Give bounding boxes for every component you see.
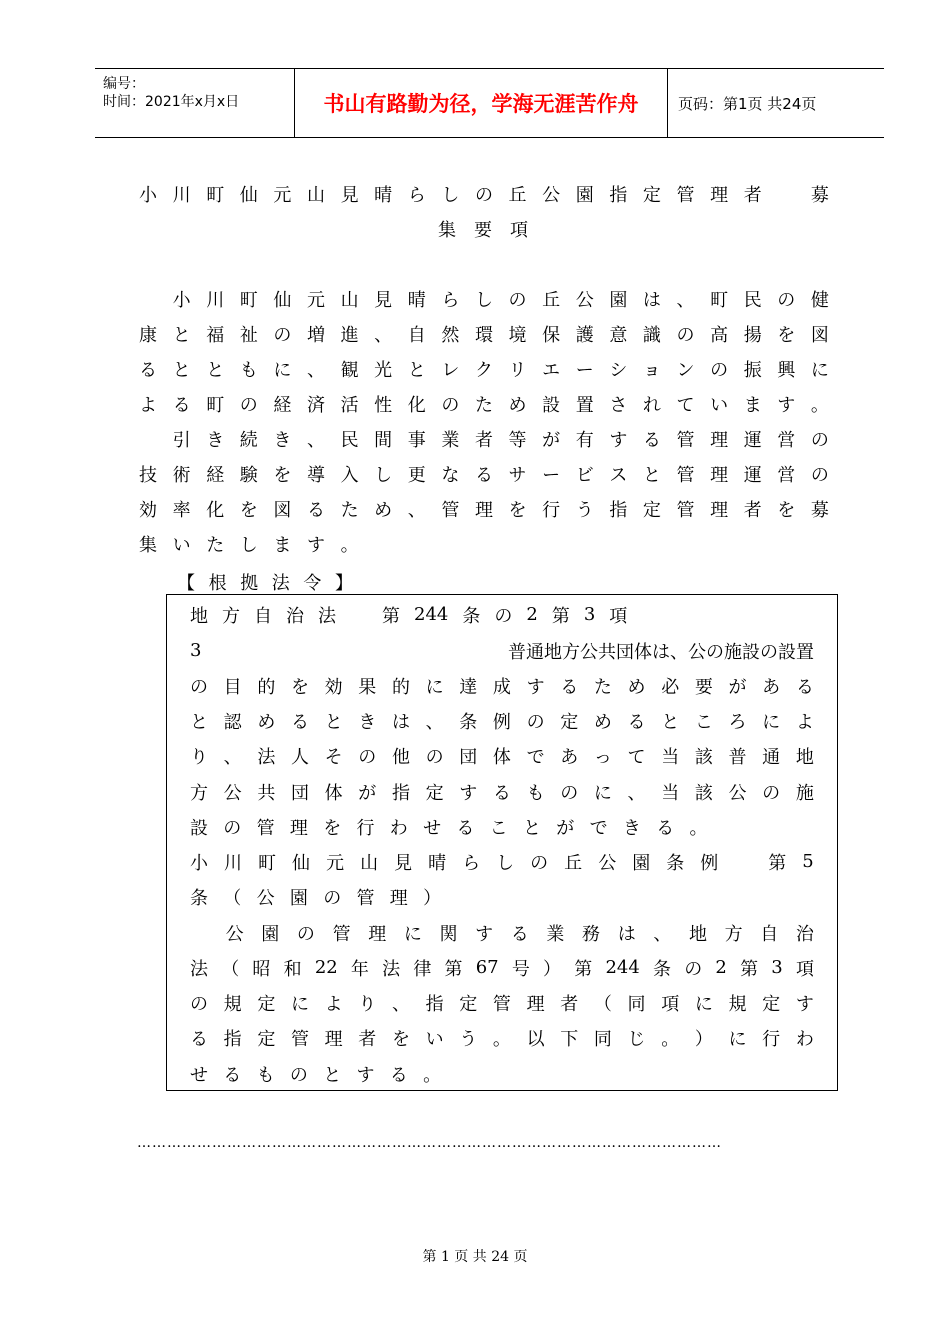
dotted-rule: ……………………………………………………………………………………………………… xyxy=(137,1135,722,1151)
document-header xyxy=(95,68,884,138)
law-line: り 、 法 人 そ の 他 の 団 体 で あ っ て 当 該 普 通 地 xyxy=(190,746,814,768)
number-label: 编号： xyxy=(103,76,145,92)
law-line: の 目 的 を 効 果 的 に 達 成 す る た め 必 要 が あ る xyxy=(190,676,814,698)
law-line: 設 の 管 理 を 行 わ せ る こ と が で き る 。 xyxy=(190,817,708,839)
law-line: 小 川 町 仙 元 山 見 晴 ら し の 丘 公 園 条 例 第 5 xyxy=(190,851,814,874)
page-label: 页码：第1页 共24页 xyxy=(678,94,817,113)
law-line: 方 公 共 団 体 が 指 定 す る も の に 、 当 該 公 の 施 xyxy=(190,782,814,804)
body-line: 康 と 福 祉 の 増 進 、 自 然 環 境 保 護 意 識 の 高 揚 を 図 xyxy=(139,324,829,346)
header-info-cell xyxy=(95,69,294,137)
law-line: せ る も の と す る 。 xyxy=(190,1064,442,1086)
law-line: 条 （ 公 園 の 管 理 ） xyxy=(190,887,442,909)
law-line: 3 普通地方公共団体は、公の施設の設置 xyxy=(190,640,814,663)
body-line: 技 術 経 験 を 導 入 し 更 な る サ ー ビ ス と 管 理 運 営 の xyxy=(139,464,829,486)
motto-text: 书山有路勤为径，学海无涯苦作舟 xyxy=(323,92,639,116)
body-line: よ る 町 の 経 済 活 性 化 の た め 設 置 さ れ て い ま す 。 xyxy=(139,394,829,416)
law-line: 公 園 の 管 理 に 関 す る 業 務 は 、 地 方 自 治 xyxy=(225,923,814,945)
time-label: 时间：2021年x月x日 xyxy=(103,94,240,110)
law-line: の 規 定 に よ り 、 指 定 管 理 者 （ 同 項 に 規 定 す xyxy=(190,993,814,1015)
page-number: 第 1 页 共 24 页 xyxy=(422,1249,528,1265)
title-line: 小 川 町 仙 元 山 見 晴 ら し の 丘 公 園 指 定 管 理 者 募 xyxy=(139,184,829,206)
title-line: 集 要 項 xyxy=(438,219,528,241)
body-line: 集 い た し ま す 。 xyxy=(139,534,359,556)
body-line: る と と も に 、 観 光 と レ ク リ エ ー シ ョ ン の 振 興 に xyxy=(139,359,829,381)
section-heading: 【 根 拠 法 令 】 xyxy=(177,572,353,594)
law-line: 地 方 自 治 法 第 244 条 の 2 第 3 項 xyxy=(190,604,628,627)
law-line: 法 （ 昭 和 22 年 法 律 第 67 号 ） 第 244 条 の 2 第 3 項 xyxy=(190,957,814,980)
law-line: る 指 定 管 理 者 を い う 。 以 下 同 じ 。 ） に 行 わ xyxy=(190,1028,814,1050)
header-divider xyxy=(667,69,668,137)
law-line: と 認 め る と き は 、 条 例 の 定 め る と こ ろ に よ xyxy=(190,711,814,733)
body-line: 効 率 化 を 図 る た め 、 管 理 を 行 う 指 定 管 理 者 を 募 xyxy=(139,499,829,521)
body-line: 引 き 続 き 、 民 間 事 業 者 等 が 有 す る 管 理 運 営 の xyxy=(172,429,829,451)
body-line: 小 川 町 仙 元 山 見 晴 ら し の 丘 公 園 は 、 町 民 の 健 xyxy=(172,289,829,311)
